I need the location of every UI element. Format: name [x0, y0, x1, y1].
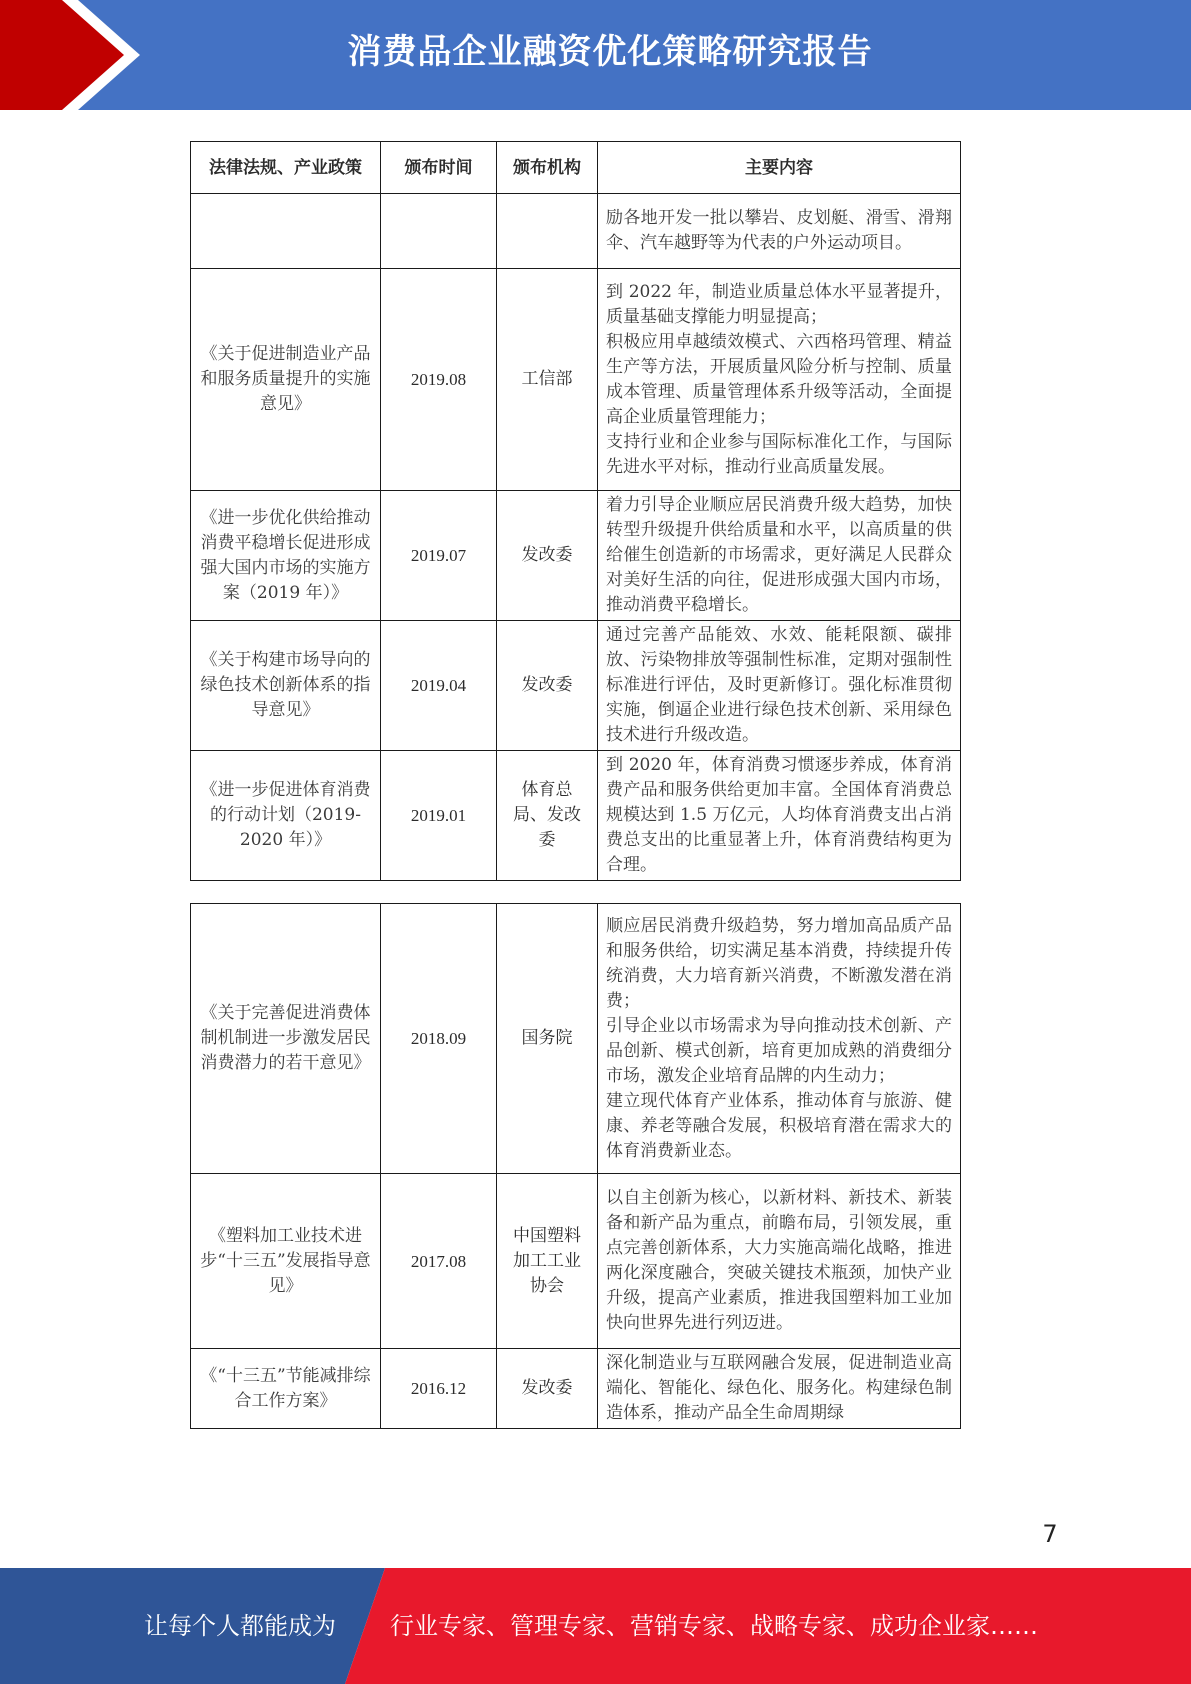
issuing-org-cell: 发改委: [497, 621, 598, 751]
main-content-cell: [598, 904, 961, 1174]
table-row: [191, 491, 961, 621]
issue-date-cell: 2019.07: [381, 491, 497, 621]
content-paragraph: 以自主创新为核心，以新材料、新技术、新装备和新产品为重点，前瞻布局，引领发展，重点完善创新体系，大力实施高端化战略，推进两化深度融合，突破关键技术瓶颈，加快产业升级，提高产业素质，推进我国塑料加工业加快向世界先进行列迈进。: [606, 1188, 952, 1333]
content-paragraph: 到 2022 年，制造业质量总体水平显著提升，质量基础支撑能力明显提高；: [606, 281, 952, 327]
content-paragraph: 引导企业以市场需求为导向推动技术创新、产品创新、模式创新，培育更加成熟的消费细分市场，激发企业培育品牌的内生动力；: [606, 1015, 952, 1086]
issuing-org-cell: 体育总局、发改委: [497, 751, 598, 881]
issuing-org-cell: 发改委: [497, 491, 598, 621]
footer-slogan-right: 行业专家、管理专家、营销专家、战略专家、成功企业家……: [390, 1612, 1038, 1640]
policy-table-part1: [190, 141, 961, 881]
main-content-cell: [598, 269, 961, 491]
content-paragraph: 励各地开发一批以攀岩、皮划艇、滑雪、滑翔伞、汽车越野等为代表的户外运动项目。: [606, 208, 952, 253]
table-row: [191, 751, 961, 881]
policy-name-cell: 《进一步促进体育消费的行动计划（2019-2020 年）》: [191, 751, 381, 881]
main-content-cell: [598, 621, 961, 751]
content-paragraph: 深化制造业与互联网融合发展，促进制造业高端化、智能化、绿色化、服务化。构建绿色制造体系，推动产品全生命周期绿: [606, 1353, 952, 1423]
issue-date-cell: 2019.04: [381, 621, 497, 751]
table-row: [191, 621, 961, 751]
page-header: [0, 0, 1191, 110]
main-content-cell: [598, 491, 961, 621]
issue-date-cell: 2018.09: [381, 904, 497, 1174]
content-paragraph: 着力引导企业顺应居民消费升级大趋势，加快转型升级提升供给质量和水平，以高质量的供给催生创造新的市场需求，更好满足人民群众对美好生活的向往，促进形成强大国内市场，推动消费平稳增长。: [606, 495, 952, 615]
issue-date-cell: 2019.08: [381, 269, 497, 491]
issuing-org-cell: 中国塑料加工工业协会: [497, 1174, 598, 1349]
table-row: [191, 1349, 961, 1429]
issue-date-cell: 2019.01: [381, 751, 497, 881]
policy-name-cell: 《关于促进制造业产品和服务质量提升的实施意见》: [191, 269, 381, 491]
footer-slogan-left: 让每个人都能成为: [144, 1612, 336, 1640]
content-paragraph: 建立现代体育产业体系，推动体育与旅游、健康、养老等融合发展，积极培育潜在需求大的体育消费新业态。: [606, 1090, 952, 1161]
table-row: [191, 194, 961, 269]
table-row: [191, 1174, 961, 1349]
policy-name-cell: 《进一步优化供给推动消费平稳增长促进形成强大国内市场的实施方案（2019 年）》: [191, 491, 381, 621]
policy-name-cell: 《关于完善促进消费体制机制进一步激发居民消费潜力的若干意见》: [191, 904, 381, 1174]
content-paragraph: 通过完善产品能效、水效、能耗限额、碳排放、污染物排放等强制性标准，定期对强制性标准进行评估，及时更新修订。强化标准贯彻实施，倒逼企业进行绿色技术创新、采用绿色技术进行升级改造。: [606, 625, 952, 745]
main-content-cell: [598, 194, 961, 269]
issue-date-cell: [381, 194, 497, 269]
page-footer: [0, 1568, 1191, 1684]
column-header-org: 颁布机构: [497, 142, 598, 194]
main-content-cell: [598, 751, 961, 881]
content-paragraph: 积极应用卓越绩效模式、六西格玛管理、精益生产等方法，开展质量风险分析与控制、质量成本管理、质量管理体系升级等活动，全面提高企业质量管理能力；: [606, 331, 952, 427]
policy-name-cell: 《塑料加工业技术进步“十三五”发展指导意见》: [191, 1174, 381, 1349]
issue-date-cell: 2017.08: [381, 1174, 497, 1349]
policy-name-cell: 《“十三五”节能减排综合工作方案》: [191, 1349, 381, 1429]
issuing-org-cell: [497, 194, 598, 269]
column-header-date: 颁布时间: [381, 142, 497, 194]
table-header-row: [191, 142, 961, 194]
policy-name-cell: [191, 194, 381, 269]
issuing-org-cell: 工信部: [497, 269, 598, 491]
main-content-cell: [598, 1349, 961, 1429]
issue-date-cell: 2016.12: [381, 1349, 497, 1429]
chevron-logo-icon: [0, 0, 150, 110]
content-paragraph: 到 2020 年，体育消费习惯逐步养成，体育消费产品和服务供给更加丰富。全国体育消费总规模达到 1.5 万亿元，人均体育消费支出占消费总支出的比重显著上升，体育消费结构更为合理。: [606, 755, 952, 875]
column-header-policy: 法律法规、产业政策: [191, 142, 381, 194]
policy-table-part2: [190, 903, 961, 1429]
table-row: [191, 904, 961, 1174]
policy-name-cell: 《关于构建市场导向的绿色技术创新体系的指导意见》: [191, 621, 381, 751]
page-number: 7: [1042, 1520, 1058, 1548]
issuing-org-cell: 国务院: [497, 904, 598, 1174]
table-row: [191, 269, 961, 491]
content-paragraph: 支持行业和企业参与国际标准化工作，与国际先进水平对标，推动行业高质量发展。: [606, 431, 952, 477]
content-paragraph: 顺应居民消费升级趋势，努力增加高品质产品和服务供给，切实满足基本消费，持续提升传统消费，大力培育新兴消费，不断激发潜在消费；: [606, 915, 952, 1011]
issuing-org-cell: 发改委: [497, 1349, 598, 1429]
column-header-content: 主要内容: [598, 142, 961, 194]
report-title: 消费品企业融资优化策略研究报告: [347, 32, 873, 72]
main-content-cell: [598, 1174, 961, 1349]
